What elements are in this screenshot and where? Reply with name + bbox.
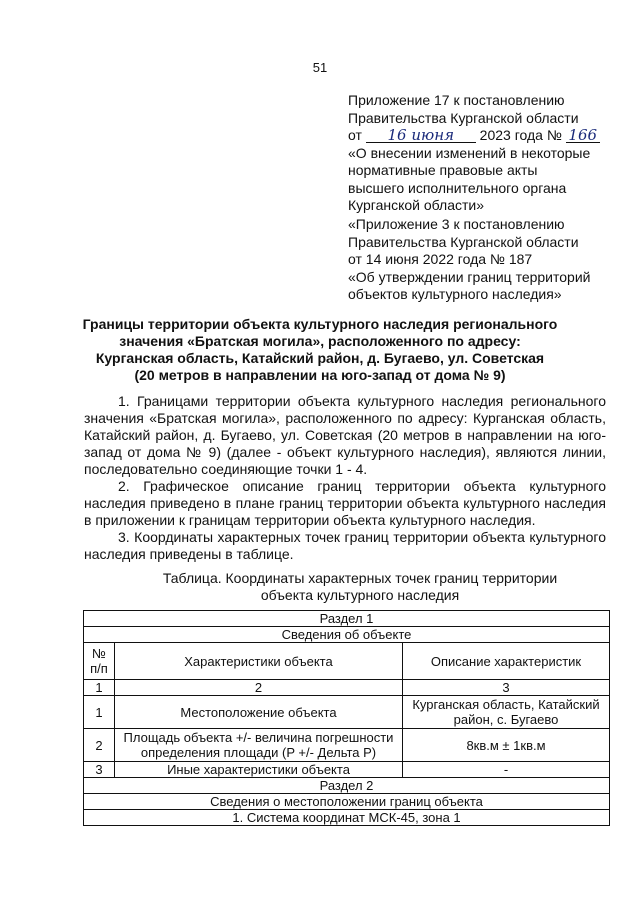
table-cell: Площадь объекта +/- величина погрешности определения площади (P +/- Дельта P) — [115, 729, 403, 762]
table-cell: 1 — [84, 680, 115, 696]
paragraph-2: 2. Графическое описание границ территории объекта культурного наследия приведено в плане границ территории объекта культурного наследия в приложении к границам территории объекта культурного наследия. — [84, 478, 606, 528]
table-row — [84, 729, 610, 762]
paragraph-3: 3. Координаты характерных точек границ территории объекта культурного наследия приведены в таблице. — [84, 529, 606, 562]
year-text: 2023 года № — [479, 127, 562, 143]
handwritten-date: 16 июня — [366, 128, 476, 143]
table-caption — [150, 570, 570, 604]
table-row — [84, 627, 610, 643]
appendix-3-line: от 14 июня 2022 года № 187 — [348, 251, 533, 267]
table-cell: 3 — [84, 762, 115, 778]
table-cell: 2 — [84, 729, 115, 762]
page-number: 51 — [312, 60, 328, 75]
coordinates-table — [83, 610, 610, 826]
section-2-header: Раздел 2 — [84, 778, 610, 794]
appendix-17-date-line — [348, 127, 618, 145]
caption-line: объекта культурного наследия — [260, 587, 460, 603]
appendix-17-line: Приложение 17 к постановлению — [348, 92, 565, 108]
title-line: значения «Братская могила», расположенного по адресу: — [119, 333, 521, 349]
handwritten-number: 166 — [566, 128, 600, 143]
appendix-17-line: «О внесении изменений в некоторые — [348, 144, 591, 161]
section-1-subheader: Сведения об объекте — [84, 627, 610, 643]
table-cell: 1 — [84, 696, 115, 729]
table-row — [84, 611, 610, 627]
table-numbering-row — [84, 680, 610, 696]
table-row — [84, 696, 610, 729]
header-description: Описание характеристик — [403, 643, 610, 680]
table-cell: Местоположение объекта — [115, 696, 403, 729]
appendix-3-line: Правительства Курганской области — [348, 233, 579, 250]
appendix-3-line: объектов культурного наследия» — [348, 286, 562, 302]
body-text — [84, 393, 606, 563]
table-cell: 2 — [115, 680, 403, 696]
appendix-3-header — [348, 216, 618, 304]
coordinate-system: 1. Система координат МСК-45, зона 1 — [84, 810, 610, 826]
section-1-header: Раздел 1 — [84, 611, 610, 627]
appendix-3-line: «Об утверждении границ территорий — [348, 268, 591, 285]
section-2-subheader: Сведения о местоположении границ объекта — [84, 794, 610, 810]
appendix-17-header — [348, 92, 618, 215]
table-row — [84, 762, 610, 778]
table-cell: 3 — [403, 680, 610, 696]
table-header-row — [84, 643, 610, 680]
table-cell: - — [403, 762, 610, 778]
appendix-17-line: высшего исполнительного органа — [348, 179, 567, 196]
appendix-17-line: Правительства Курганской области — [348, 109, 579, 126]
appendix-3-line: «Приложение 3 к постановлению — [348, 216, 565, 232]
date-prefix: от — [348, 127, 362, 143]
table-row — [84, 794, 610, 810]
appendix-17-line: Курганской области» — [348, 197, 485, 213]
table-row — [84, 810, 610, 826]
title-line: (20 метров в направлении на юго-запад от дома № 9) — [134, 367, 506, 383]
caption-line: Таблица. Координаты характерных точек границ территории — [162, 570, 558, 586]
header-number: № п/п — [84, 643, 115, 680]
table-cell: 8кв.м ± 1кв.м — [403, 729, 610, 762]
appendix-17-line: нормативные правовые акты — [348, 162, 538, 178]
table-row — [84, 778, 610, 794]
paragraph-1: 1. Границами территории объекта культурного наследия регионального значения «Братская могила», расположенного по адресу: Курганская область, Катайский район, д. Бугаево, ул. Советская (20 метров в направлении на юго-запад от дома № 9) (далее - объект культурного наследия), являются линии, последовательно соединяющие точки 1 - 4. — [84, 393, 606, 477]
table-cell: Иные характеристики объекта — [115, 762, 403, 778]
document-title — [60, 316, 580, 384]
header-characteristic: Характеристики объекта — [115, 643, 403, 680]
table-cell: Курганская область, Катайский район, с. Бугаево — [403, 696, 610, 729]
title-line: Курганская область, Катайский район, д. Бугаево, ул. Советская — [95, 350, 545, 366]
title-line: Границы территории объекта культурного наследия регионального — [82, 316, 558, 332]
